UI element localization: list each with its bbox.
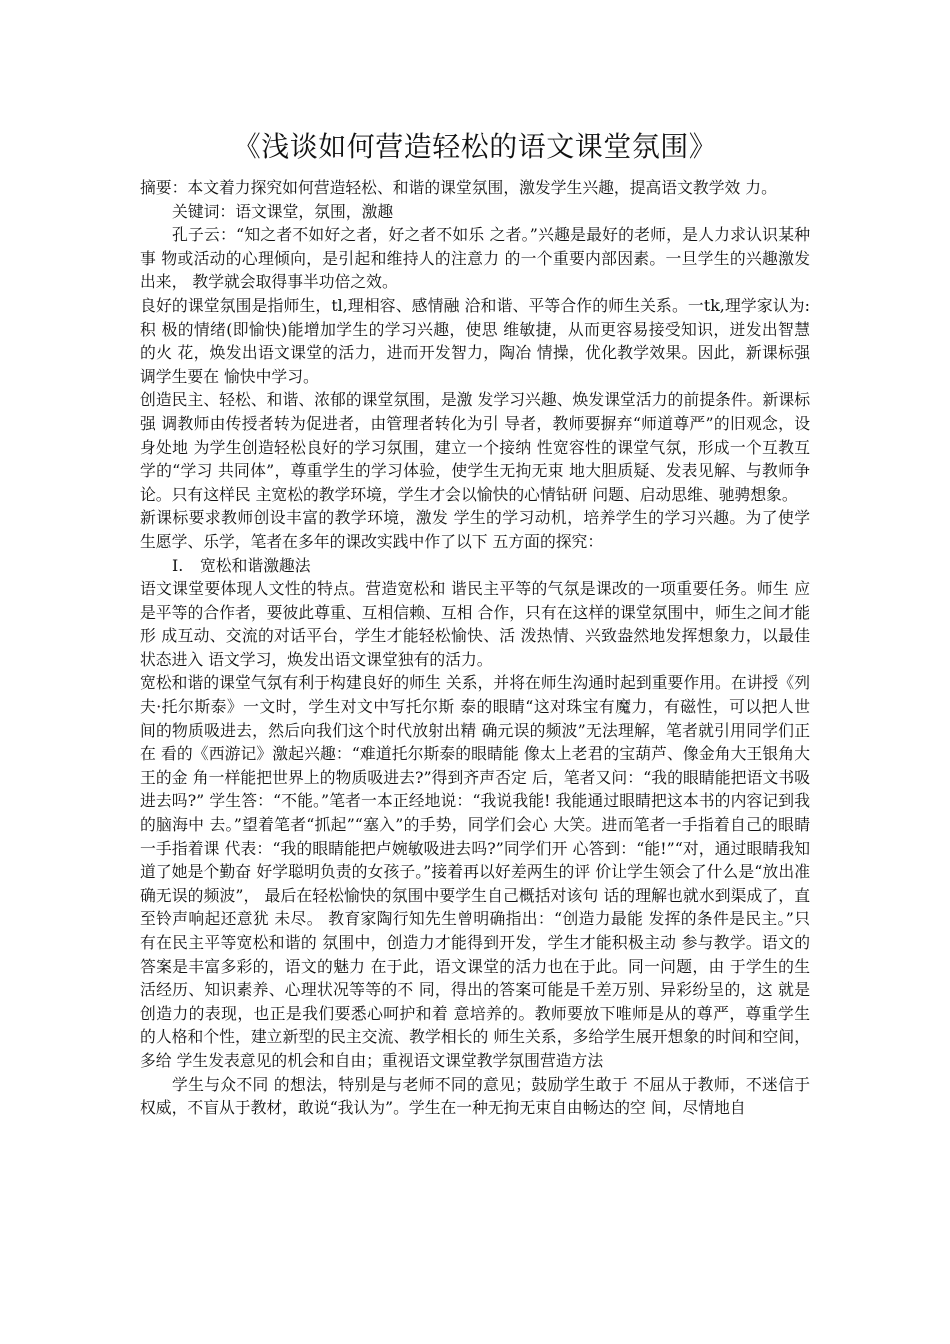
document-title: 《浅谈如何营造轻松的语文课堂氛围》: [232, 130, 718, 163]
document-body: [140, 176, 810, 1120]
paragraph-2: 良好的课堂氛围是指师生，tl,理相容、感情融 洽和谐、平等合作的师生关系。一tk,理学家认为:积 极的情绪(即愉快)能增加学生的学习兴趣，使思 维敏捷，从而更容易接受知识，迸发出智慧的火 花，焕发出语文课堂的活力，进而开发智力，陶冶 情操，优化教学效果。因此，新课标强调学生要在 愉快中学习。: [140, 295, 810, 386]
section-number: I.: [172, 555, 184, 575]
section-paragraph-1: 语文课堂要体现人文性的特点。营造宽松和 谐民主平等的气氛是课改的一项重要任务。师生 应是平等的合作者，要彼此尊重、互相信赖、互相 合作，只有在这样的课堂氛围中，师生之间才能形 成互动、交流的对话平台，学生才能轻松愉快、活 泼热情、兴致盎然地发挥想象力，以最佳状态进入 语文学习，焕发出语文课堂独有的活力。: [140, 579, 810, 669]
paragraph-1: 孔子云：“知之者不如好之者，好之者不如乐 之者。”兴趣是最好的老师，是人力求认识某种事 物或活动的心理倾向，是引起和维持人的注意力 的一个重要内部因素。一旦学生的兴趣激发出来， 教学就会取得事半功倍之效。: [140, 225, 810, 292]
section-paragraph-2: 宽松和谐的课堂气氛有利于构建良好的师生 关系，并将在师生沟通时起到重要作用。在讲授《列夫·托尔斯泰》一文时，学生对文中写托尔斯 泰的眼睛“这对珠宝有魔力，有磁性，可以把人世 间的物质吸进去，然后向我们这个时代放射出精 确元误的频波”无法理解，笔者就引用同学们正在 看的《西游记》激起兴趣：“难道托尔斯泰的眼睛能 像太上老君的宝葫芦、像金角大王银角大王的金 角一样能把世界上的物质吸进去?”得到齐声否定 后，笔者又问：“我的眼睛能把语文书吸进去吗?” 学生答：“不能。”笔者一本正经地说：“我说我能! 我能通过眼睛把这本书的内容记到我的脑海中 去。”望着笔者“抓起”“塞入”的手势，同学们会心 大笑。进而笔者一手指着自己的眼睛一手指着课 代表：“我的眼睛能把卢婉敏吸进去吗?”同学们开 心答到：“能!”“对，通过眼睛我知道了她是个勤奋 好学聪明负责的女孩子。”接着再以好差两生的评 价让学生领会了什么是“放出准确无误的频波”， 最后在轻松愉快的氛围中要学生自己概括对该句 话的理解也就水到渠成了，直至铃声响起还意犹 未尽。 教育家陶行知先生曾明确指出：“创造力最能 发挥的条件是民主。”只有在民主平等宽松和谐的 氛围中，创造力才能得到开发，学生才能积极主动 参与教学。语文的答案是丰富多彩的，语文的魅力 在于此，语文课堂的活力也在于此。同一问题，由 于学生的生活经历、知识素养、心理状况等等的不 同，得出的答案可能是千差万别、异彩纷呈的，这 就是创造力的表现，也正是我们要悉心呵护和着 意培养的。教师要放下唯师是从的尊严，尊重学生 的人格和个性，建立新型的民主交流、教学相长的 师生关系，多给学生展开想象的时间和空间，多给 学生发表意见的机会和自由；重视语文课堂教学氛围营造方法: [140, 673, 810, 1070]
section-heading-text: 宽松和谐激趣法: [200, 555, 311, 575]
section-heading: [140, 554, 810, 578]
section-paragraph-3: 学生与众不同 的想法，特别是与老师不同的意见；鼓励学生敢于 不屈从于教师，不迷信于权威，不盲从于教材，敢说“我认为”。学生在一种无拘无束自由畅达的空 间，尽情地自: [140, 1074, 810, 1118]
keywords: 关键词：语文课堂，氛围，激趣: [172, 201, 394, 221]
paragraph-3: 创造民主、轻松、和谐、浓郁的课堂氛围，是激 发学习兴趣、焕发课堂活力的前提条件。新课标强 调教师由传授者转为促进者，由管理者转化为引 导者，教师要摒弃“师道尊严”的旧观念，设身处地 为学生创造轻松良好的学习氛围，建立一个接纳 性宽容性的课堂气氛，形成一个互教互学的“学习 共同体”，尊重学生的学习体验，使学生无拘无束 地大胆质疑、发表见解、与教师争论。只有这样民 主宽松的教学环境，学生才会以愉快的心情钻研 问题、启动思维、驰骋想象。: [140, 390, 810, 504]
abstract: 摘要：本文着力探究如何营造轻松、和谐的课堂氛围，激发学生兴趣，提高语文教学效 力。: [140, 178, 777, 197]
paragraph-4: 新课标要求教师创设丰富的教学环境，激发 学生的学习动机，培养学生的学习兴趣。为了使学 生愿学、乐学，笔者在多年的课改实践中作了以下 五方面的探究：: [140, 508, 810, 551]
